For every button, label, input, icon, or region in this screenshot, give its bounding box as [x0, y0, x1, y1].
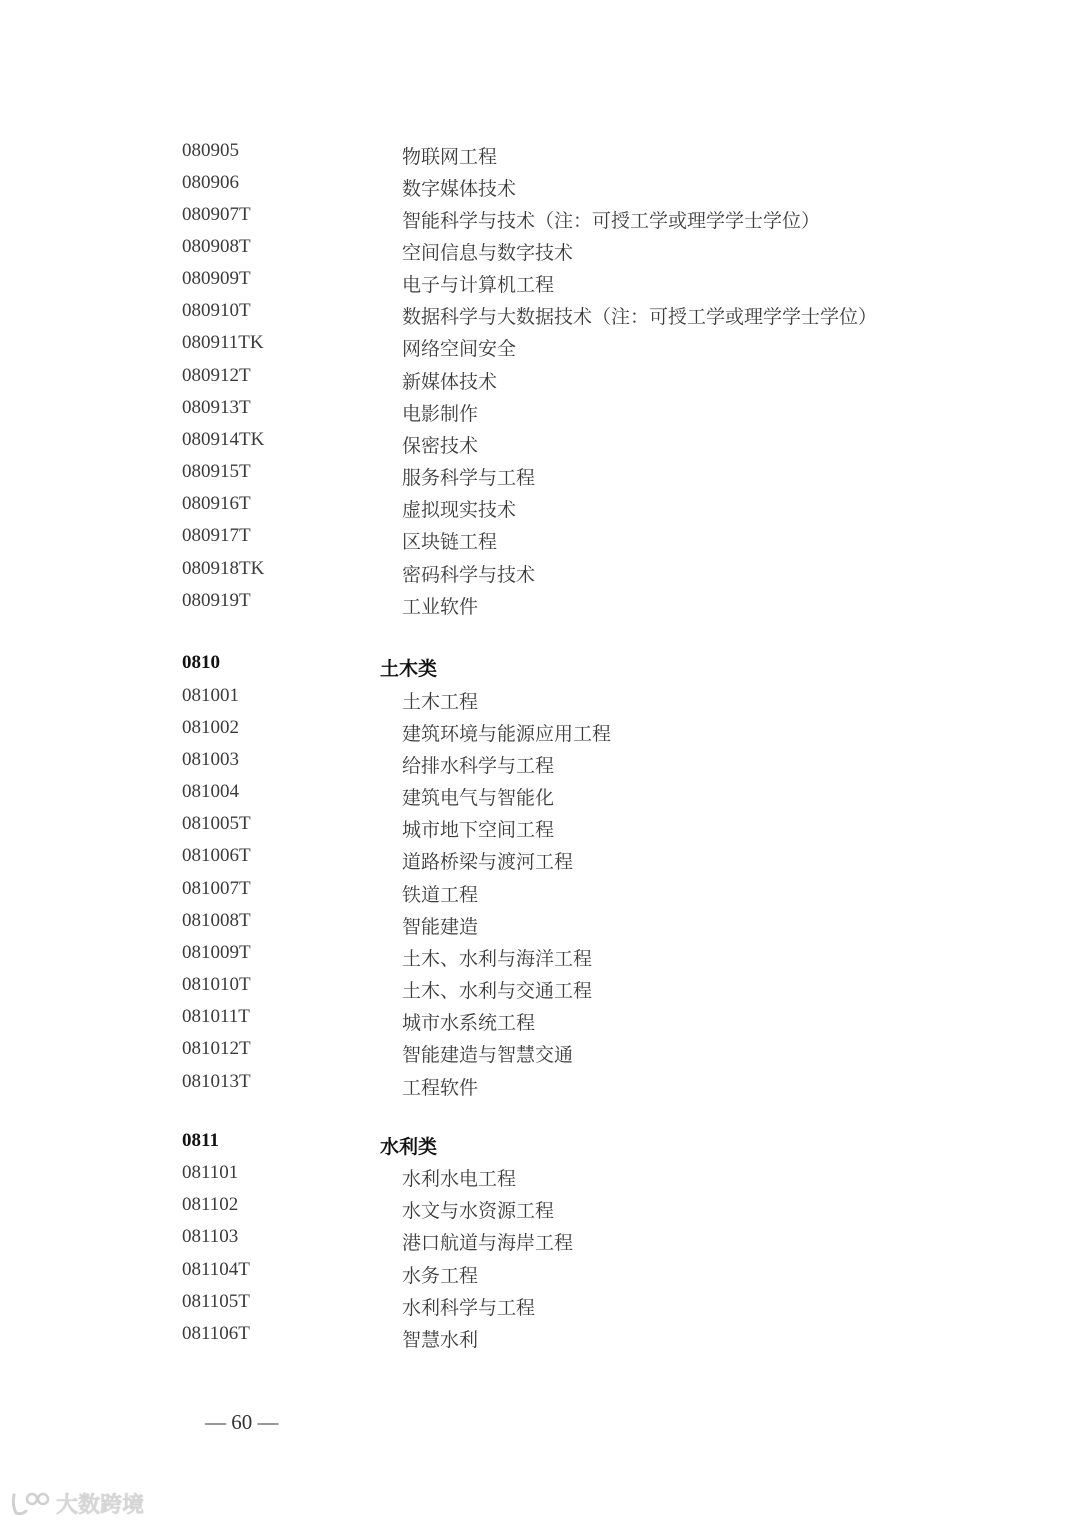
- list-item: [0, 397, 1080, 429]
- major-code: 080913T: [182, 397, 251, 418]
- page-number: — 60 —: [205, 1410, 279, 1434]
- major-name: 给排水科学与工程: [402, 755, 555, 777]
- watermark: [10, 1488, 144, 1519]
- list-item: [0, 781, 1080, 813]
- list-item: [0, 1194, 1080, 1226]
- major-name: 建筑电气与智能化: [402, 787, 555, 809]
- major-code: 081007T: [182, 878, 251, 899]
- major-code: 081008T: [182, 910, 251, 931]
- major-code: 081104T: [182, 1259, 250, 1280]
- major-code: 080906: [182, 172, 239, 193]
- major-name: 智能建造与智慧交通: [402, 1044, 574, 1066]
- major-name: 电子与计算机工程: [402, 274, 555, 296]
- major-name: 数字媒体技术: [402, 178, 517, 200]
- major-name: 网络空间安全: [402, 338, 517, 360]
- list-item: [0, 1162, 1080, 1194]
- major-code: 080907T: [182, 204, 251, 225]
- major-code: 080912T: [182, 365, 251, 386]
- major-code: 080905: [182, 140, 239, 161]
- list-item: [0, 1323, 1080, 1355]
- list-item: [0, 332, 1080, 364]
- list-item: [0, 140, 1080, 172]
- major-name: 工业软件: [402, 596, 479, 618]
- major-name: 水务工程: [402, 1265, 479, 1287]
- list-item: [0, 1006, 1080, 1038]
- list-item: [0, 590, 1080, 622]
- list-item: [0, 172, 1080, 204]
- major-code: 081101: [182, 1162, 239, 1183]
- major-code: 080914TK: [182, 429, 265, 450]
- major-code: 081102: [182, 1194, 239, 1215]
- list-item: [0, 365, 1080, 397]
- list-item: [0, 429, 1080, 461]
- list-item: [0, 974, 1080, 1006]
- major-code: 081009T: [182, 942, 251, 963]
- major-name: 水文与水资源工程: [402, 1200, 555, 1222]
- category-header: [0, 1130, 1080, 1162]
- list-item: [0, 878, 1080, 910]
- category-header: [0, 652, 1080, 684]
- major-code: 080908T: [182, 236, 251, 257]
- list-item: [0, 813, 1080, 845]
- major-name: 水利科学与工程: [402, 1297, 536, 1319]
- list-item: [0, 1038, 1080, 1070]
- major-name: 物联网工程: [402, 146, 498, 168]
- major-name: 数据科学与大数据技术（注：可授工学或理学学士学位）: [402, 306, 878, 328]
- major-code: 081010T: [182, 974, 251, 995]
- major-code: 081001: [182, 685, 239, 706]
- list-item: [0, 525, 1080, 557]
- list-item: [0, 717, 1080, 749]
- category-name: 水利类: [380, 1136, 438, 1158]
- major-code: 081004: [182, 781, 239, 802]
- major-code: 081002: [182, 717, 239, 738]
- major-name: 电影制作: [402, 403, 479, 425]
- major-code: 080917T: [182, 525, 251, 546]
- major-name: 城市水系统工程: [402, 1012, 536, 1034]
- list-item: [0, 1291, 1080, 1323]
- list-item: [0, 910, 1080, 942]
- major-name: 工程软件: [402, 1077, 479, 1099]
- list-item: [0, 236, 1080, 268]
- list-item: [0, 493, 1080, 525]
- major-name: 水利水电工程: [402, 1168, 517, 1190]
- major-name: 建筑环境与能源应用工程: [402, 723, 612, 745]
- major-name: 空间信息与数字技术: [402, 242, 574, 264]
- category-name: 土木类: [380, 658, 438, 680]
- watermark-text: 大数跨境: [56, 1493, 145, 1518]
- major-name: 土木、水利与海洋工程: [402, 948, 593, 970]
- major-name: 智能建造: [402, 916, 479, 938]
- major-code: 081012T: [182, 1038, 251, 1059]
- category-code: 0810: [182, 652, 220, 673]
- list-item: [0, 942, 1080, 974]
- list-item: [0, 1259, 1080, 1291]
- major-name: 道路桥梁与渡河工程: [402, 851, 574, 873]
- major-code: 080909T: [182, 268, 251, 289]
- major-name: 土木工程: [402, 691, 479, 713]
- category-code: 0811: [182, 1130, 219, 1151]
- list-item: [0, 204, 1080, 236]
- list-item: [0, 1226, 1080, 1258]
- major-code: 080911TK: [182, 332, 264, 353]
- major-code: 080910T: [182, 300, 251, 321]
- major-name: 城市地下空间工程: [402, 819, 555, 841]
- major-code: 081105T: [182, 1291, 250, 1312]
- list-item: [0, 845, 1080, 877]
- watermark-logo-icon: [10, 1491, 50, 1517]
- major-name: 智慧水利: [402, 1329, 479, 1351]
- major-name: 区块链工程: [402, 531, 498, 553]
- list-item: [0, 1071, 1080, 1103]
- major-code: 080915T: [182, 461, 251, 482]
- major-name: 密码科学与技术: [402, 564, 536, 586]
- major-code: 080919T: [182, 590, 251, 611]
- major-code: 081106T: [182, 1323, 250, 1344]
- list-item: [0, 685, 1080, 717]
- list-item: [0, 749, 1080, 781]
- major-code: 081011T: [182, 1006, 250, 1027]
- major-name: 铁道工程: [402, 884, 479, 906]
- major-code: 080916T: [182, 493, 251, 514]
- major-name: 服务科学与工程: [402, 467, 536, 489]
- major-code: 081005T: [182, 813, 251, 834]
- list-item: [0, 558, 1080, 590]
- major-name: 虚拟现实技术: [402, 499, 517, 521]
- major-name: 土木、水利与交通工程: [402, 980, 593, 1002]
- major-name: 港口航道与海岸工程: [402, 1232, 574, 1254]
- list-item: [0, 461, 1080, 493]
- major-name: 保密技术: [402, 435, 479, 457]
- major-code: 081013T: [182, 1071, 251, 1092]
- major-code: 081006T: [182, 845, 251, 866]
- major-name: 智能科学与技术（注：可授工学或理学学士学位）: [402, 210, 821, 232]
- major-code: 080918TK: [182, 558, 265, 579]
- major-code: 081103: [182, 1226, 239, 1247]
- major-code: 081003: [182, 749, 239, 770]
- list-item: [0, 300, 1080, 332]
- major-name: 新媒体技术: [402, 371, 498, 393]
- list-item: [0, 268, 1080, 300]
